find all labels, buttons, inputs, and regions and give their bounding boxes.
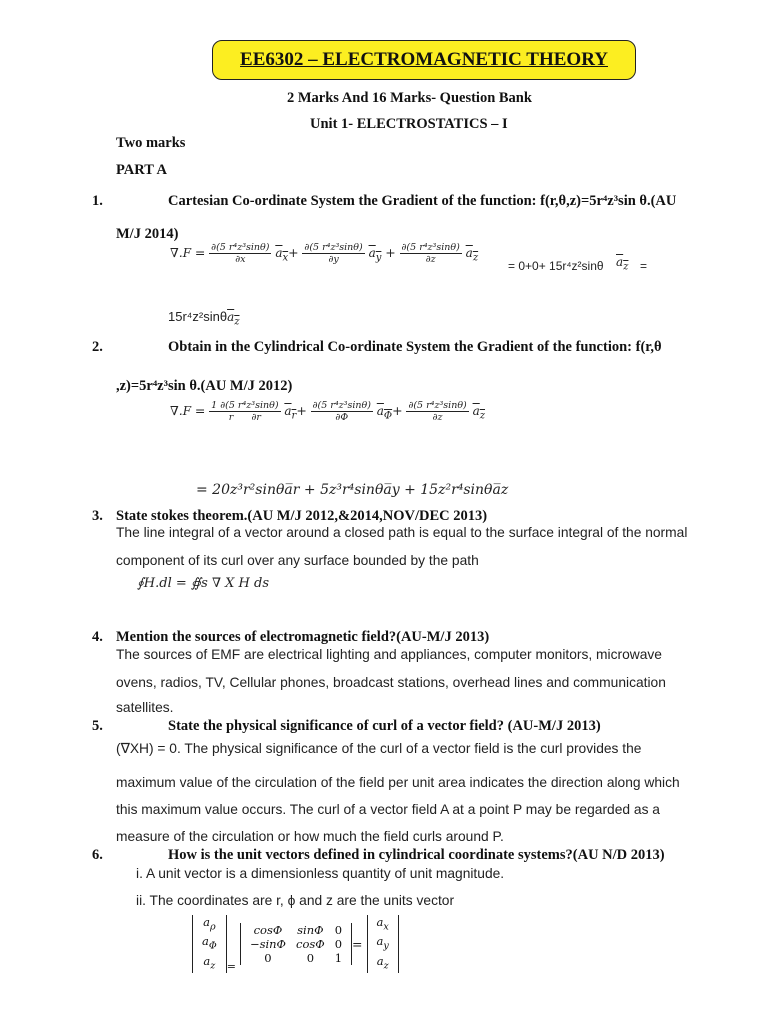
q5-answer-line1: (∇XH) = 0. The physical significance of the curl of a vector field is the curl provides the bbox=[116, 741, 642, 756]
q1-equation-tail: = 0+0+ 15r⁴z²sinθ bbox=[508, 259, 604, 273]
title-box bbox=[212, 40, 636, 80]
q6-number: 6. bbox=[92, 847, 103, 863]
q1-question: Cartesian Co-ordinate System the Gradient of the function: f(r,θ,z)=5r⁴z³sin θ.(AU bbox=[168, 193, 677, 209]
q1-equals: = bbox=[640, 259, 648, 273]
q6-item1: i. A unit vector is a dimensionless quantity of unit magnitude. bbox=[136, 866, 505, 881]
q1-result-text: 15r⁴z²sinθ bbox=[168, 309, 228, 324]
q6-matrix-equation: $a_\rho$ $a_\Phi$ $a_z$ = cosΦ sinΦ 0 −sinΦ cosΦ 0 0 0 1 = $a_x$ $a_y$ $a_z$ bbox=[192, 915, 399, 973]
q4-answer-line1: The sources of EMF are electrical lighting and appliances, computer monitors, microwave bbox=[116, 647, 662, 662]
q5-question: State the physical significance of curl of a vector field? (AU-M/J 2013) bbox=[168, 718, 601, 734]
q5-answer-line3: this maximum value occurs. The curl of a vector field A at a point P may be regarded as a bbox=[116, 802, 660, 817]
q2-number: 2. bbox=[92, 339, 103, 355]
q6-item2: ii. The coordinates are r, ϕ and z are the units vector bbox=[136, 893, 455, 908]
q1-number: 1. bbox=[92, 193, 103, 209]
q2-result: = 20z³r²sinθa̅r + 5z³r⁴sinθa̅y + 15z²r⁴sinθa̅z bbox=[196, 482, 509, 498]
q4-answer-line3: satellites. bbox=[116, 700, 174, 715]
q3-question: State stokes theorem.(AU M/J 2012,&2014,NOV/DEC 2013) bbox=[116, 508, 488, 524]
q2-question-cont: ,z)=5r⁴z³sin θ.(AU M/J 2012) bbox=[116, 378, 293, 394]
subtitle: 2 Marks And 16 Marks- Question Bank bbox=[287, 90, 532, 106]
q1-gradient-equation: ∇.F = $\frac{\text{∂(5 r⁴z³sinθ)}}{\partial x}$ $a_x+$ $\frac{\text{∂(5 r⁴z³sinθ)}}{\partial y}$ $a_y$ + $\frac{\text{∂(5 r⁴z³sinθ)}}{\partial z}$ $a_z$ bbox=[170, 242, 479, 265]
q4-answer-line2: ovens, radios, TV, Cellular phones, broadcast stations, overhead lines and communication bbox=[116, 675, 666, 690]
q2-gradient-equation: ∇.F = $\frac{\text{1 ∂(5 r⁴z³sinθ)}}{r \partial r}$ $a_r+$ $\frac{\text{∂(5 r⁴z³sinθ)}}{\partial\Phi}$ $a_\Phi+$ $\frac{\text{∂(5 r⁴z³sinθ)}}{\partial z}$ $a_z$ bbox=[170, 400, 486, 423]
q3-answer-line2: component of its curl over any surface bounded by the path bbox=[116, 553, 479, 568]
q3-number: 3. bbox=[92, 508, 103, 524]
q6-matrix-right: $a_x$ $a_y$ $a_z$ bbox=[367, 915, 399, 973]
q1-result: 15r⁴z²sinθa$_z$ bbox=[168, 309, 240, 328]
q5-number: 5. bbox=[92, 718, 103, 734]
document-title: EE6302 – ELECTROMAGNETIC THEORY bbox=[240, 49, 608, 70]
q1-unit-vector-az: $a_z$ bbox=[616, 255, 629, 273]
q5-answer-line2: maximum value of the circulation of the field per unit area indicates the direction along which bbox=[116, 775, 680, 790]
q3-stokes-formula: ∮H.dl = ∯s ∇ X H ds bbox=[137, 576, 269, 591]
q4-number: 4. bbox=[92, 629, 103, 645]
q5-answer-line4: measure of the circulation or how much the field curls around P. bbox=[116, 829, 504, 844]
q2-question: Obtain in the Cylindrical Co-ordinate System the Gradient of the function: f(r,θ bbox=[168, 339, 662, 355]
q6-matrix-rotation: cosΦ sinΦ 0 −sinΦ cosΦ 0 0 0 1 bbox=[240, 923, 352, 965]
q6-question: How is the unit vectors defined in cylindrical coordinate systems?(AU N/D 2013) bbox=[168, 847, 665, 863]
part-heading: PART A bbox=[116, 162, 167, 178]
unit-heading: Unit 1- ELECTROSTATICS – I bbox=[310, 116, 508, 132]
q3-answer-line1: The line integral of a vector around a closed path is equal to the surface integral of the normal bbox=[116, 525, 688, 540]
two-marks-heading: Two marks bbox=[116, 135, 186, 151]
q6-matrix-left: $a_\rho$ $a_\Phi$ $a_z$ bbox=[192, 915, 227, 973]
q4-question: Mention the sources of electromagnetic field?(AU-M/J 2013) bbox=[116, 629, 490, 645]
q1-question-cont: M/J 2014) bbox=[116, 226, 179, 242]
